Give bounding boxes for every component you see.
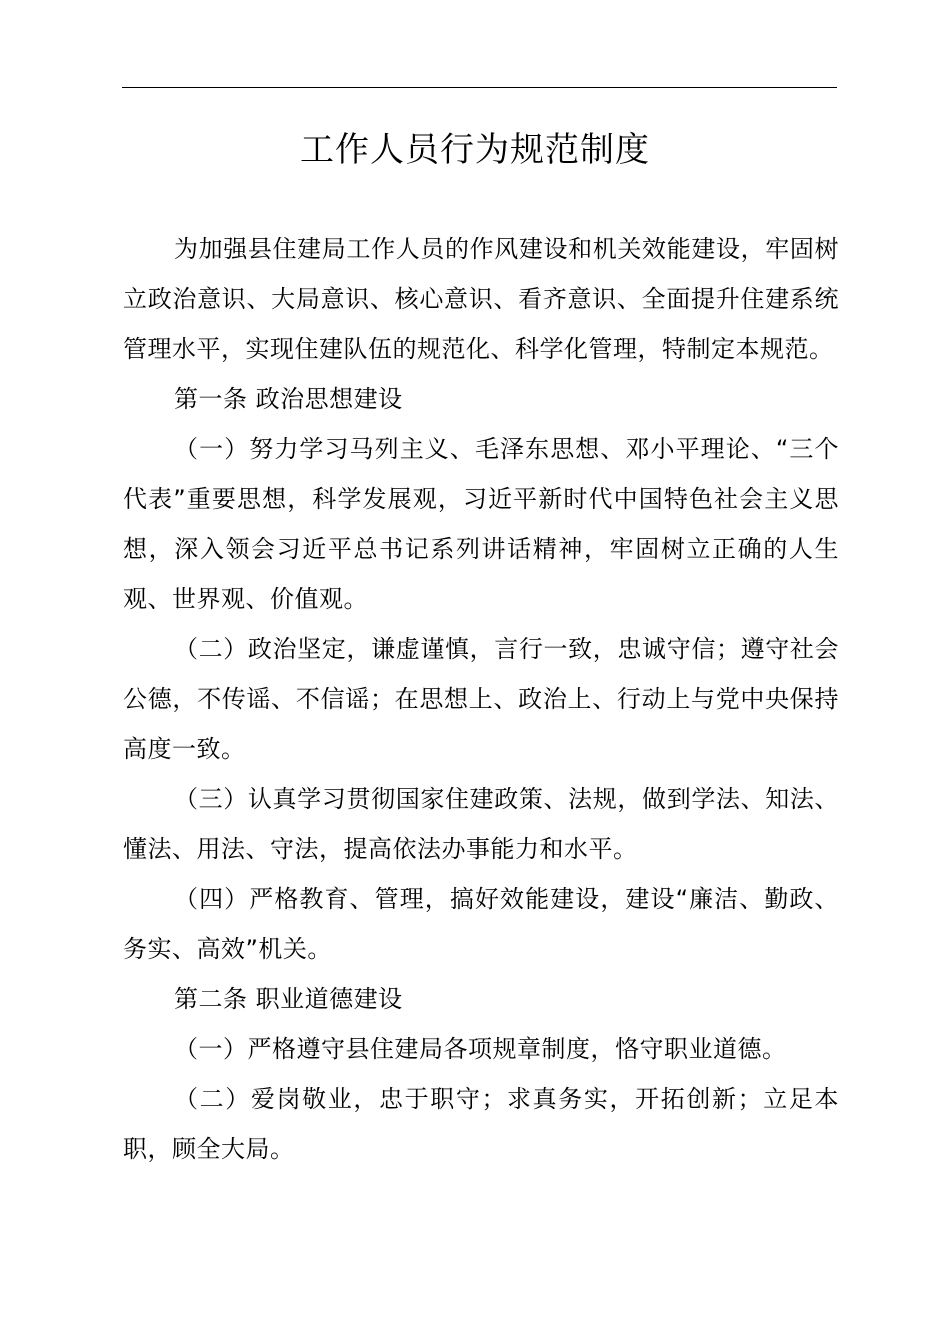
clause-2-2: （二）爱岗敬业，忠于职守；求真务实，开拓创新；立足本职，顾全大局。 [123, 1085, 839, 1163]
document-body [123, 224, 839, 1174]
intro-paragraph: 为加强县住建局工作人员的作风建设和机关效能建设，牢固树立政治意识、大局意识、核心意识、看齐意识、全面提升住建系统管理水平，实现住建队伍的规范化、科学化管理，特制定本规范。 [123, 235, 839, 363]
section-heading-1: 第一条 政治思想建设 [174, 385, 403, 413]
clause-1-2: （二）政治坚定，谦虚谨慎，言行一致，忠诚守信；遵守社会公德，不传谣、不信谣；在思想上、政治上、行动上与党中央保持高度一致。 [123, 635, 839, 763]
clause-1-4: （四）严格教育、管理，搞好效能建设，建设“廉洁、勤政、务实、高效”机关。 [123, 885, 839, 963]
clause-1-3: （三）认真学习贯彻国家住建政策、法规，做到学法、知法、懂法、用法、守法，提高依法办事能力和水平。 [123, 785, 839, 863]
section-heading-2: 第二条 职业道德建设 [174, 985, 403, 1013]
document-title: 工作人员行为规范制度 [300, 130, 650, 170]
top-divider [122, 87, 837, 88]
clause-1-1: （一）努力学习马列主义、毛泽东思想、邓小平理论、“三个代表”重要思想，科学发展观，习近平新时代中国特色社会主义思想，深入领会习近平总书记系列讲话精神，牢固树立正确的人生观、世界观、价值观。 [123, 435, 839, 613]
clause-2-1: （一）严格遵守县住建局各项规章制度，恪守职业道德。 [174, 1035, 787, 1063]
